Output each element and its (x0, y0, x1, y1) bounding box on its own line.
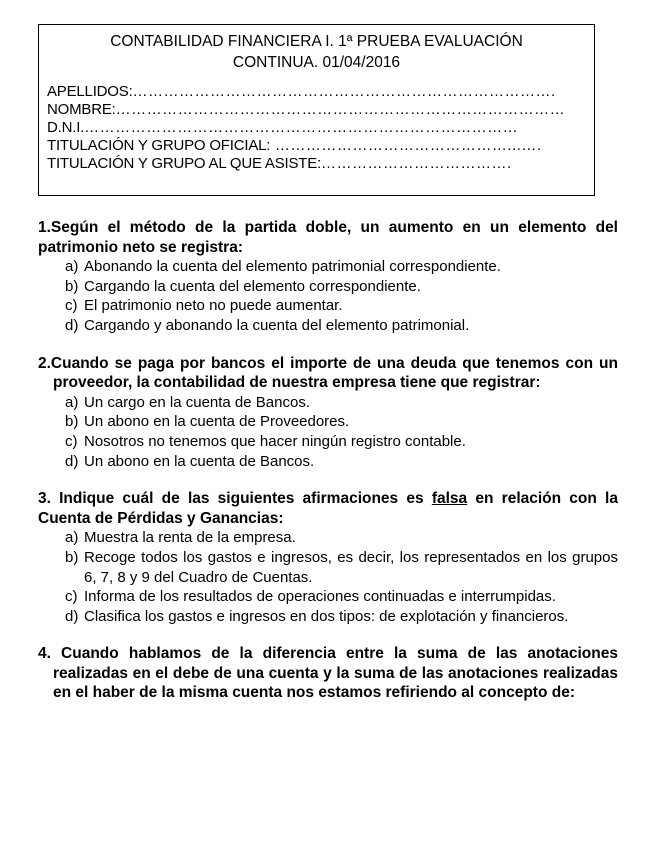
question-2 (38, 354, 618, 472)
question-list (38, 218, 618, 721)
option-letter: a) (65, 258, 79, 276)
field-label: APELLIDOS: (47, 83, 133, 100)
option-c (65, 296, 618, 316)
exam-title-line-1: CONTABILIDAD FINANCIERA I. 1ª PRUEBA EVALUACIÓN (110, 33, 523, 50)
field-label: D.N.I. (47, 119, 85, 136)
exam-title (47, 31, 586, 73)
exam-title-line-2: CONTINUA. 01/04/2016 (232, 54, 401, 71)
option-letter: c) (65, 297, 78, 315)
field-dots: ………………………………. (321, 155, 512, 172)
field-dots: ………………………………………………………………………. (132, 83, 556, 100)
question-text-underlined: falsa (431, 490, 468, 508)
option-d (65, 607, 618, 627)
question-text: 1.Según el método de la partida doble, un aumento en un elemento del patrimonio neto se registra: (38, 219, 618, 256)
field-dots: ………………………………………...…. (270, 137, 542, 154)
option-text: Informa de los resultados de operaciones continuadas e interrumpidas. (84, 588, 556, 606)
option-list (38, 393, 618, 471)
field-dots: …………………………………………………………………………… (115, 101, 566, 118)
student-fields (47, 83, 586, 173)
option-text: Recoge todos los gastos e ingresos, es decir, los representados en los grupos 6, 7, 8 y 9 del Cuadro de Cuentas. (84, 548, 618, 586)
option-text: Nosotros no tenemos que hacer ningún registro contable. (84, 432, 466, 450)
option-a (65, 393, 618, 413)
option-text: El patrimonio neto no puede aumentar. (84, 297, 343, 315)
field-label: NOMBRE: (47, 101, 116, 118)
field-label: TITULACIÓN Y GRUPO AL QUE ASISTE: (47, 155, 322, 172)
field-nombre (47, 101, 586, 119)
question-text-after: en relación con la Cuenta de Pérdidas y Ganancias: (38, 490, 618, 527)
option-letter: b) (65, 277, 79, 295)
question-text: 2.Cuando se paga por bancos el importe de una deuda que tenemos con un proveedor, la contabilidad de nuestra empresa tiene que registrar: (38, 354, 618, 392)
option-b (65, 277, 618, 297)
option-letter: a) (65, 529, 79, 547)
question-4 (38, 644, 618, 703)
field-titulacion-oficial (47, 137, 586, 155)
field-label: TITULACIÓN Y GRUPO OFICIAL: (47, 137, 271, 154)
header-box (38, 24, 595, 196)
option-b (65, 412, 618, 432)
option-letter: b) (65, 413, 79, 431)
option-text: Clasifica los gastos e ingresos en dos tipos: de explotación y financieros. (84, 607, 569, 625)
option-text: Un cargo en la cuenta de Bancos. (84, 393, 310, 411)
option-letter: d) (65, 316, 79, 334)
option-a (65, 528, 618, 548)
field-dots: ………………………………………………………………………… (84, 119, 519, 136)
question-text: 4. Cuando hablamos de la diferencia entre la suma de las anotaciones realizadas en el debe de una cuenta y la suma de las anotaciones realizadas en el haber de la misma cuenta nos estamos refiriendo al concepto de: (38, 645, 618, 702)
option-text: Un abono en la cuenta de Proveedores. (84, 413, 350, 431)
option-d (65, 452, 618, 472)
option-d (65, 316, 618, 336)
option-text: Cargando la cuenta del elemento correspondiente. (84, 277, 421, 295)
question-text (38, 489, 618, 528)
option-c (65, 432, 618, 452)
question-1 (38, 218, 618, 336)
question-text-before: 3. Indique cuál de las siguientes afirmaciones es (38, 490, 432, 508)
option-letter: d) (65, 607, 79, 625)
question-3 (38, 489, 618, 626)
field-apellidos (47, 83, 586, 101)
option-text: Un abono en la cuenta de Bancos. (84, 452, 315, 470)
option-list (38, 257, 618, 335)
option-letter: c) (65, 588, 78, 606)
option-text: Cargando y abonando la cuenta del elemento patrimonial. (84, 316, 470, 334)
option-a (65, 257, 618, 277)
option-letter: c) (65, 432, 78, 450)
option-letter: b) (65, 548, 79, 566)
field-dni (47, 119, 586, 137)
option-text: Muestra la renta de la empresa. (84, 529, 296, 547)
option-letter: d) (65, 452, 79, 470)
field-titulacion-asiste (47, 155, 586, 173)
option-b (65, 548, 618, 587)
option-list (38, 528, 618, 626)
option-letter: a) (65, 393, 79, 411)
option-c (65, 587, 618, 607)
option-text: Abonando la cuenta del elemento patrimonial correspondiente. (84, 258, 501, 276)
